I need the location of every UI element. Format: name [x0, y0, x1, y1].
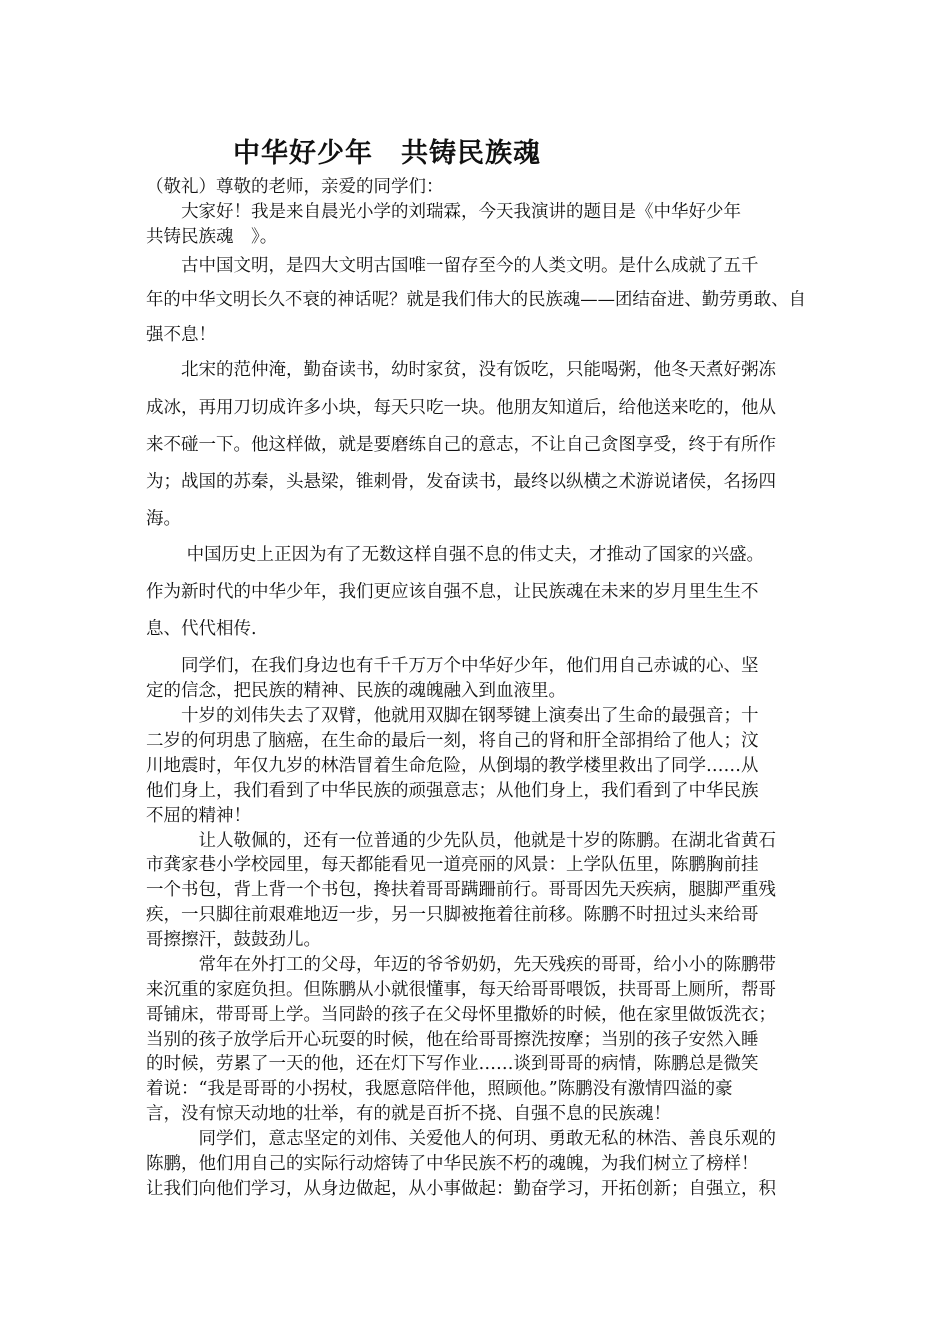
- text-line: 北宋的范仲淹，勤奋读书，幼时家贫，没有饭吃，只能喝粥，他冬天煮好粥冻: [146, 360, 776, 380]
- text-line: （敬礼）尊敬的老师，亲爱的同学们：: [146, 177, 444, 197]
- text-line: 十岁的刘伟失去了双臂，他就用双脚在钢琴键上演奏出了生命的最强音；十: [146, 706, 759, 726]
- text-line: 他们身上，我们看到了中华民族的顽强意志；从他们身上，我们看到了中华民族: [146, 781, 759, 801]
- text-line: 一个书包，背上背一个书包，搀扶着哥哥蹒跚前行。哥哥因先天疾病，腿脚严重残: [146, 880, 776, 900]
- text-line: 不屈的精神！: [146, 806, 251, 826]
- text-line: 川地震时，年仅九岁的林浩冒着生命危险，从倒塌的教学楼里救出了同学……从: [146, 756, 759, 776]
- text-line: 强不息！: [146, 325, 216, 345]
- text-line: 大家好！我是来自晨光小学的刘瑞霖，今天我演讲的题目是《中华好少年: [146, 202, 741, 222]
- text-line: 陈鹏，他们用自己的实际行动熔铸了中华民族不朽的魂魄，为我们树立了榜样！: [146, 1154, 759, 1174]
- text-line: 言，没有惊天动地的壮举，有的就是百折不挠、自强不息的民族魂！: [146, 1104, 671, 1124]
- text-line: 常年在外打工的父母，年迈的爷爷奶奶，先天残疾的哥哥，给小小的陈鹏带: [146, 955, 776, 975]
- text-line: 古中国文明，是四大文明古国唯一留存至今的人类文明。是什么成就了五千: [146, 256, 759, 276]
- text-line: 哥擦擦汗，鼓鼓劲儿。: [146, 930, 321, 950]
- text-line: 息、代代相传.: [146, 619, 257, 639]
- text-line: 让我们向他们学习，从身边做起，从小事做起：勤奋学习，开拓创新；自强立，积: [146, 1179, 776, 1199]
- text-line: 哥铺床，带哥哥上学。当同龄的孩子在父母怀里撒娇的时候，他在家里做饭洗衣；: [146, 1005, 776, 1025]
- text-line: 二岁的何玥患了脑癌，在生命的最后一刻，将自己的肾和肝全部捐给了他人；汶: [146, 731, 759, 751]
- text-line: 作为新时代的中华少年，我们更应该自强不息，让民族魂在未来的岁月里生生不: [146, 582, 759, 602]
- text-line: 为；战国的苏秦，头悬梁，锥刺骨，发奋读书，最终以纵横之术游说诸侯，名扬四: [146, 472, 776, 492]
- text-line: 共铸民族魂 》。: [146, 227, 278, 247]
- text-line: 同学们，在我们身边也有千千万万个中华好少年，他们用自己赤诚的心、坚: [146, 656, 759, 676]
- text-line: 市龚家巷小学校园里，每天都能看见一道亮丽的风景：上学队伍里，陈鹏胸前挂: [146, 855, 759, 875]
- text-line: 当别的孩子放学后开心玩耍的时候，他在给哥哥擦洗按摩；当别的孩子安然入睡: [146, 1030, 759, 1050]
- text-line: 的时候，劳累了一天的他，还在灯下写作业……谈到哥哥的病情，陈鹏总是微笑: [146, 1054, 759, 1074]
- text-line: 让人敬佩的，还有一位普通的少先队员，他就是十岁的陈鹏。在湖北省黄石: [146, 831, 776, 851]
- text-line: 疾，一只脚往前艰难地迈一步，另一只脚被拖着往前移。陈鹏不时扭过头来给哥: [146, 905, 759, 925]
- text-line: 定的信念，把民族的精神、民族的魂魄融入到血液里。: [146, 681, 566, 701]
- text-line: 成冰，再用刀切成许多小块，每天只吃一块。他朋友知道后，给他送来吃的，他从: [146, 398, 776, 418]
- text-line: 来不碰一下。他这样做，就是要磨练自己的意志，不让自己贪图享受，终于有所作: [146, 435, 776, 455]
- page-title: 中华好少年 共铸民族魂: [233, 138, 541, 169]
- text-line: 来沉重的家庭负担。但陈鹏从小就很懂事，每天给哥哥喂饭，扶哥哥上厕所，帮哥: [146, 980, 776, 1000]
- text-line: 中国历史上正因为有了无数这样自强不息的伟丈夫，才推动了国家的兴盛。: [146, 545, 765, 565]
- text-line: 着说：“我是哥哥的小拐杖，我愿意陪伴他，照顾他。”陈鹏没有激情四溢的豪: [146, 1079, 733, 1099]
- text-line: 海。: [146, 509, 181, 529]
- text-line: 年的中华文明长久不衰的神话呢？就是我们伟大的民族魂——团结奋进、勤劳勇敢、自: [146, 290, 807, 310]
- text-line: 同学们，意志坚定的刘伟、关爱他人的何玥、勇敢无私的林浩、善良乐观的: [146, 1129, 776, 1149]
